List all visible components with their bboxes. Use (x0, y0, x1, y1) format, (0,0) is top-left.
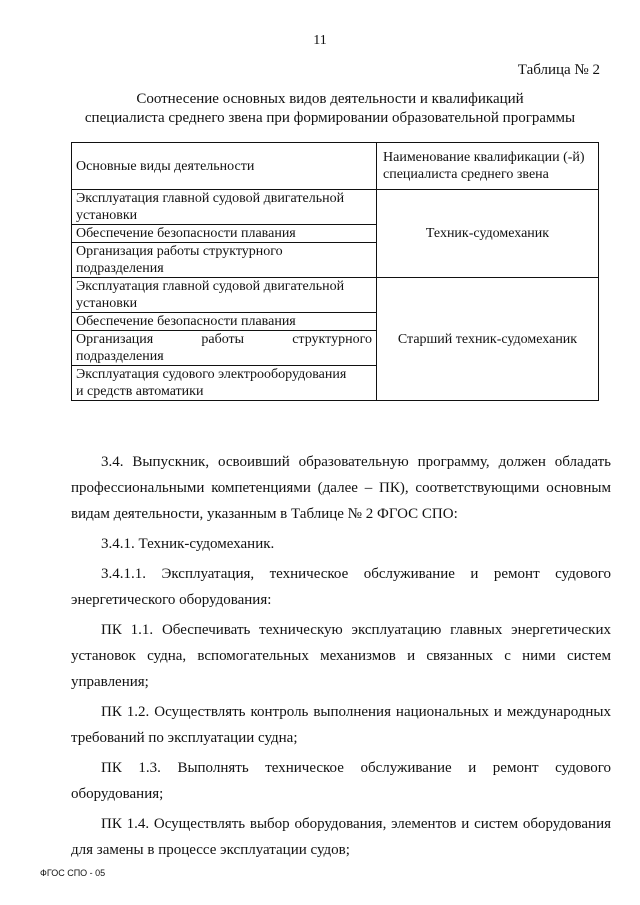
activity-cell (72, 190, 377, 225)
activity-word: структурного (292, 332, 372, 347)
table-caption-line: Соотнесение основных видов деятельности и квалификаций (136, 91, 524, 107)
paragraph: 3.4.1. Техник-судомеханик. (101, 536, 275, 552)
activity-line: Эксплуатация главной судовой двигательной (76, 279, 345, 294)
table-row (72, 278, 599, 313)
activity-cell (72, 331, 377, 366)
activity-cell (72, 243, 377, 278)
activity-cell (72, 366, 377, 401)
activity-line: Организация работы структурного (76, 244, 283, 259)
paragraph: ПК 1.4. Осуществлять выбор оборудования, элементов и систем оборудования для замены в процессе эксплуатации судов; (71, 816, 611, 858)
page-number: 11 (313, 33, 327, 48)
activity-line: Эксплуатация судового электрооборудования (76, 367, 347, 382)
header-activities: Основные виды деятельности (72, 143, 377, 190)
qualification-cell: Старший техник-судомеханик (377, 278, 599, 401)
qualification-cell: Техник-судомеханик (377, 190, 599, 278)
paragraph: ПК 1.1. Обеспечивать техническую эксплуатацию главных энергетических установок судна, вспомогательных механизмов и связанных с ними систем управления; (71, 622, 611, 690)
paragraph: 3.4. Выпускник, освоивший образовательную программу, должен обладать профессиональными компетенциями (далее – ПК), соответствующими основным видам деятельности, указанным в Таблице № 2 ФГОС СПО: (71, 454, 611, 522)
activity-line (76, 331, 372, 348)
table-row (72, 190, 599, 225)
activity-word: Организация (76, 332, 154, 347)
activities-qualifications-table (71, 142, 599, 401)
body-text (71, 449, 611, 863)
activity-line: установки (76, 296, 138, 311)
header-qualification-line: специалиста среднего звена (383, 167, 549, 182)
paragraph: 3.4.1.1. Эксплуатация, техническое обслуживание и ремонт судового энергетического оборудования: (71, 566, 611, 608)
header-qualification-line: Наименование квалификации (-й) (383, 150, 585, 165)
table-caption-line: специалиста среднего звена при формировании образовательной программы (84, 110, 576, 126)
activity-line: установки (76, 208, 138, 223)
header-qualification (377, 143, 599, 190)
activity-cell (72, 278, 377, 313)
paragraph: ПК 1.2. Осуществлять контроль выполнения национальных и международных требований по эксплуатации судна; (71, 704, 611, 746)
activity-line: Обеспечение безопасности плавания (76, 314, 296, 329)
activity-line: Эксплуатация главной судовой двигательной (76, 191, 345, 206)
footer-code: ФГОС СПО - 05 (40, 868, 106, 878)
activity-line: подразделения (76, 261, 164, 276)
activity-cell (72, 225, 377, 243)
activity-line: и средств автоматики (76, 384, 204, 399)
activity-line: Обеспечение безопасности плавания (76, 226, 296, 241)
table-caption (60, 90, 600, 128)
activity-cell (72, 313, 377, 331)
activity-line: подразделения (76, 349, 164, 364)
table-header-row (72, 143, 599, 190)
table-label: Таблица № 2 (517, 62, 600, 78)
activity-word: работы (201, 332, 245, 347)
paragraph: ПК 1.3. Выполнять техническое обслуживание и ремонт судового оборудования; (71, 760, 611, 802)
